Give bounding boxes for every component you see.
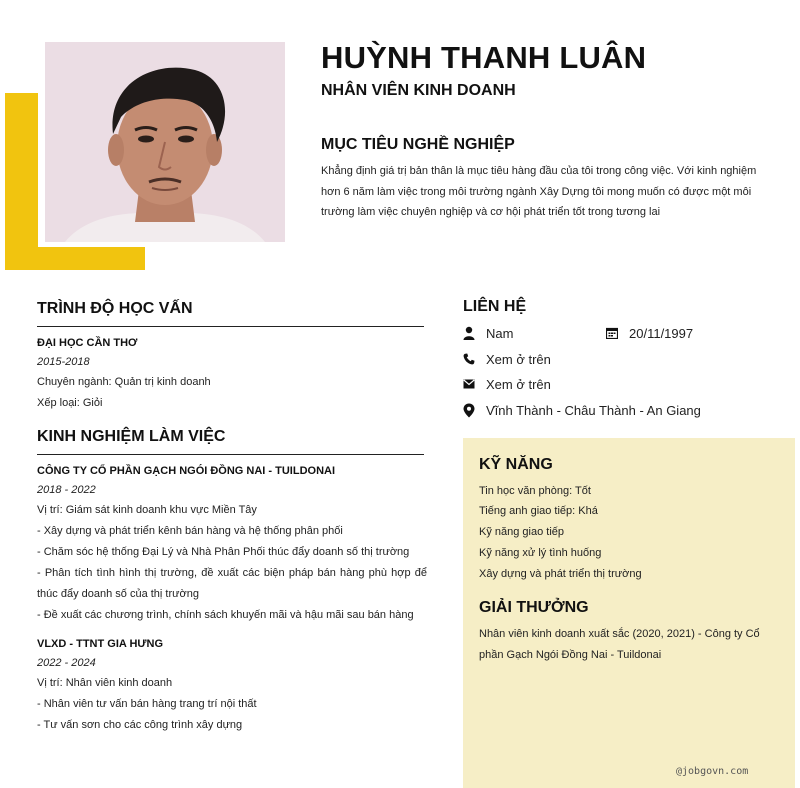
contact-phone [462, 349, 551, 369]
company-name: VLXD - TTNT GIA HƯNG [37, 638, 164, 650]
candidate-name: HUỲNH THANH LUÂN [321, 40, 647, 75]
company-name: CÔNG TY CỔ PHẦN GẠCH NGÓI ĐỒNG NAI - TUILDONAI [37, 465, 336, 477]
education-divider [37, 326, 424, 327]
job-title: NHÂN VIÊN KINH DOANH [321, 82, 516, 99]
job-line: - Tư vấn sơn cho các công trình xây dựng [37, 719, 243, 731]
education-major: Chuyên ngành: Quản trị kinh doanh [37, 376, 211, 388]
contact-heading: LIÊN HỆ [463, 298, 527, 315]
skill-item: Tiếng anh giao tiếp: Khá [479, 505, 598, 517]
birthday-value: 20/11/1997 [629, 325, 694, 341]
experience-heading: KINH NGHIỆM LÀM VIỆC [37, 428, 226, 445]
gender-value: Nam [486, 325, 514, 341]
education-period: 2015-2018 [37, 356, 90, 368]
skill-item: Xây dựng và phát triển thị trường [479, 568, 642, 580]
objective-text: Khẳng định giá trị bản thân là mục tiêu hàng đầu của tôi trong công việc. Với kinh nghiệm hơn 6 năm làm việc trong môi trường ngành Xây Dựng tôi mong muốn có được một môi trường làm việc chuyên nghiệp và cơ hội phát triển tốt trong tương lai [321, 165, 757, 218]
contact-birthday [605, 323, 693, 343]
contact-gender [462, 323, 513, 343]
school-name: ĐẠI HỌC CẦN THƠ [37, 337, 138, 349]
experience-entry [37, 635, 427, 736]
calendar-icon [605, 326, 619, 340]
mail-icon [462, 377, 476, 391]
education-grade: Xếp loại: Giỏi [37, 397, 103, 409]
contact-email [462, 374, 551, 394]
experience-divider [37, 454, 424, 455]
awards-heading: GIẢI THƯỞNG [479, 599, 589, 616]
skills-heading: KỸ NĂNG [479, 456, 553, 473]
contact-address [462, 400, 701, 420]
objective-heading: MỤC TIÊU NGHỀ NGHIỆP [321, 136, 515, 153]
phone-value: Xem ở trên [486, 351, 551, 367]
address-value: Vĩnh Thành - Châu Thành - An Giang [486, 402, 701, 418]
person-icon [462, 326, 476, 340]
job-line: Vị trí: Giám sát kinh doanh khu vực Miền Tây [37, 504, 257, 516]
job-period: 2018 - 2022 [37, 484, 96, 496]
job-period: 2022 - 2024 [37, 657, 96, 669]
skill-item: Tin học văn phòng: Tốt [479, 485, 591, 497]
phone-icon [462, 352, 476, 366]
watermark: @jobgovn.com [676, 766, 749, 777]
award-text: Nhân viên kinh doanh xuất sắc (2020, 2021) - Công ty Cổ phần Gạch Ngói Đồng Nai - Tuildonai [479, 628, 760, 661]
skill-item: Kỹ năng giao tiếp [479, 526, 565, 538]
job-line: - Phân tích tình hình thị trường, đề xuất các biện pháp bán hàng phù hợp để thúc đẩy doanh số của thị trường [37, 567, 427, 600]
education-entry [37, 334, 427, 414]
job-line: - Xây dựng và phát triển kênh bán hàng và hệ thống phân phối [37, 525, 343, 537]
profile-photo [45, 42, 285, 242]
job-line: Vị trí: Nhân viên kinh doanh [37, 677, 173, 689]
email-value: Xem ở trên [486, 376, 551, 392]
education-heading: TRÌNH ĐỘ HỌC VẤN [37, 300, 193, 317]
job-line: - Đề xuất các chương trình, chính sách khuyến mãi và hậu mãi sau bán hàng [37, 609, 414, 621]
job-line: - Nhân viên tư vấn bán hàng trang trí nội thất [37, 698, 257, 710]
location-pin-icon [462, 403, 476, 417]
job-line: - Chăm sóc hệ thống Đại Lý và Nhà Phân Phối thúc đẩy doanh số thị trường [37, 546, 410, 558]
skill-item: Kỹ năng xử lý tình huống [479, 547, 602, 559]
experience-entry [37, 462, 427, 626]
